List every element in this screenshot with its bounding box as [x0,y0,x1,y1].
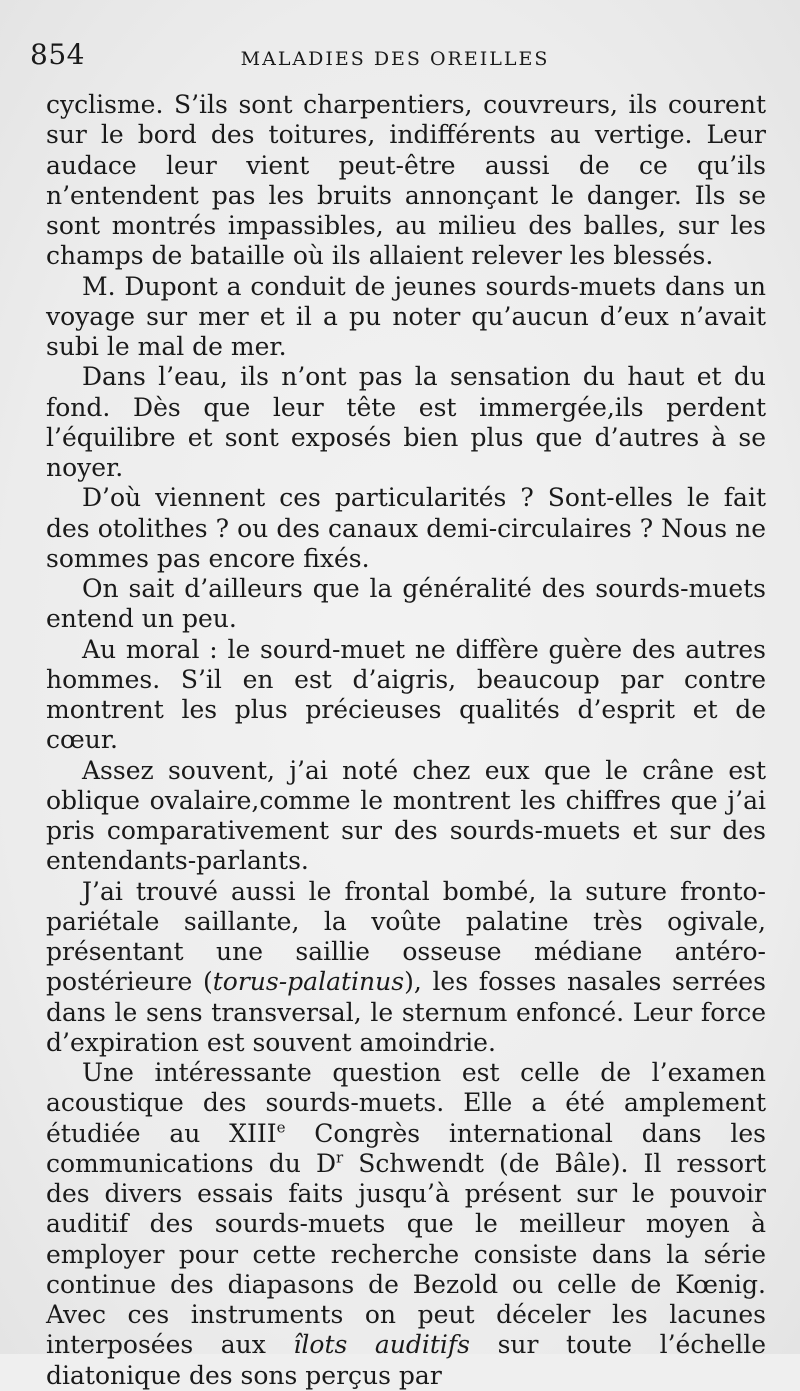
paragraph-3 [46,362,766,483]
paragraph-text: Au moral : le sourd-muet ne diffère guère des autres hommes. S’il en est d’aigris, beaucoup par contre montrent les plus précieuses qualités d’esprit et de cœur. [46,634,766,755]
paragraph-1 [46,90,766,272]
paragraph-text: ), les fosses nasales serrées dans le sens transversal, le sternum enfoncé. Leur force d’expiration est souvent amoindrie. [46,967,766,1057]
running-title: MALADIES DES OREILLES [240,48,550,70]
page-number: 854 [30,38,85,71]
paragraph-text: M. Dupont a conduit de jeunes sourds-muets dans un voyage sur mer et il a pu noter qu’aucun d’eux n’avait subi le mal de mer. [46,271,766,361]
paragraph-7 [46,756,766,877]
paragraph-text: J’ai trouvé aussi le frontal bombé, la suture fronto-pariétale saillante, la voûte palatine très ogivale, présentant une saillie osseuse médiane antéro-postérieure ( [46,876,766,997]
paragraph-5 [46,574,766,635]
paragraph-9 [46,1058,766,1391]
italic-term: torus-palatinus [212,967,405,997]
paragraph-text: sur toute l’échelle diatonique des sons perçus par [46,1330,767,1390]
paragraph-text: Assez souvent, j’ai noté chez eux que le crâne est oblique ovalaire,comme le montrent les chiffres que j’ai pris comparativement sur des sourds-muets et sur des entendants-parlants. [46,755,766,876]
paragraph-text: On sait d’ailleurs que la généralité des sourds-muets entend un peu. [46,574,766,634]
paragraph-text: Dans l’eau, ils n’ont pas la sensation du haut et du fond. Dès que leur tête est immergée,ils perdent l’équilibre et sont exposés bien plus que d’autres à se noyer. [46,362,766,482]
paragraph-text: Schwendt (de Bâle). Il ressort des divers essais faits jusqu’à présent sur le pouvoir auditif des sourds-muets que le meilleur moyen à employer pour cette recherche consiste dans la série continue des diapasons de Bezold ou celle de Kœnig. Avec ces instruments on peut déceler les lacunes interposées aux [46,1148,767,1360]
body-text [46,90,766,1391]
italic-term: îlots auditifs [293,1330,471,1360]
running-head [30,38,760,82]
paragraph-6 [46,635,766,756]
paragraph-text: Congrès international dans les communications du D [46,1118,766,1178]
superscript: e [276,1117,286,1136]
paragraph-text: D’où viennent ces particularités ? Sont-elles le fait des otolithes ? ou des canaux demi-circulaires ? Nous ne sommes pas encore fixés. [46,483,766,573]
paragraph-8 [46,877,766,1059]
paragraph-text: cyclisme. S’ils sont charpentiers, couvreurs, ils courent sur le bord des toitures, indifférents au vertige. Leur audace leur vient peut-être aussi de ce qu’ils n’entendent pas les bruits annonçant le danger. Ils se sont montrés impassibles, au milieu des balles, sur les champs de bataille où ils allaient relever les blessés. [46,90,766,271]
paragraph-4 [46,483,766,574]
paragraph-2 [46,272,766,363]
paragraph-text: Une intéressante question est celle de l’examen acoustique des sourds-muets. Elle a été amplement étudiée au XIII [46,1058,766,1148]
superscript: r [336,1148,344,1166]
